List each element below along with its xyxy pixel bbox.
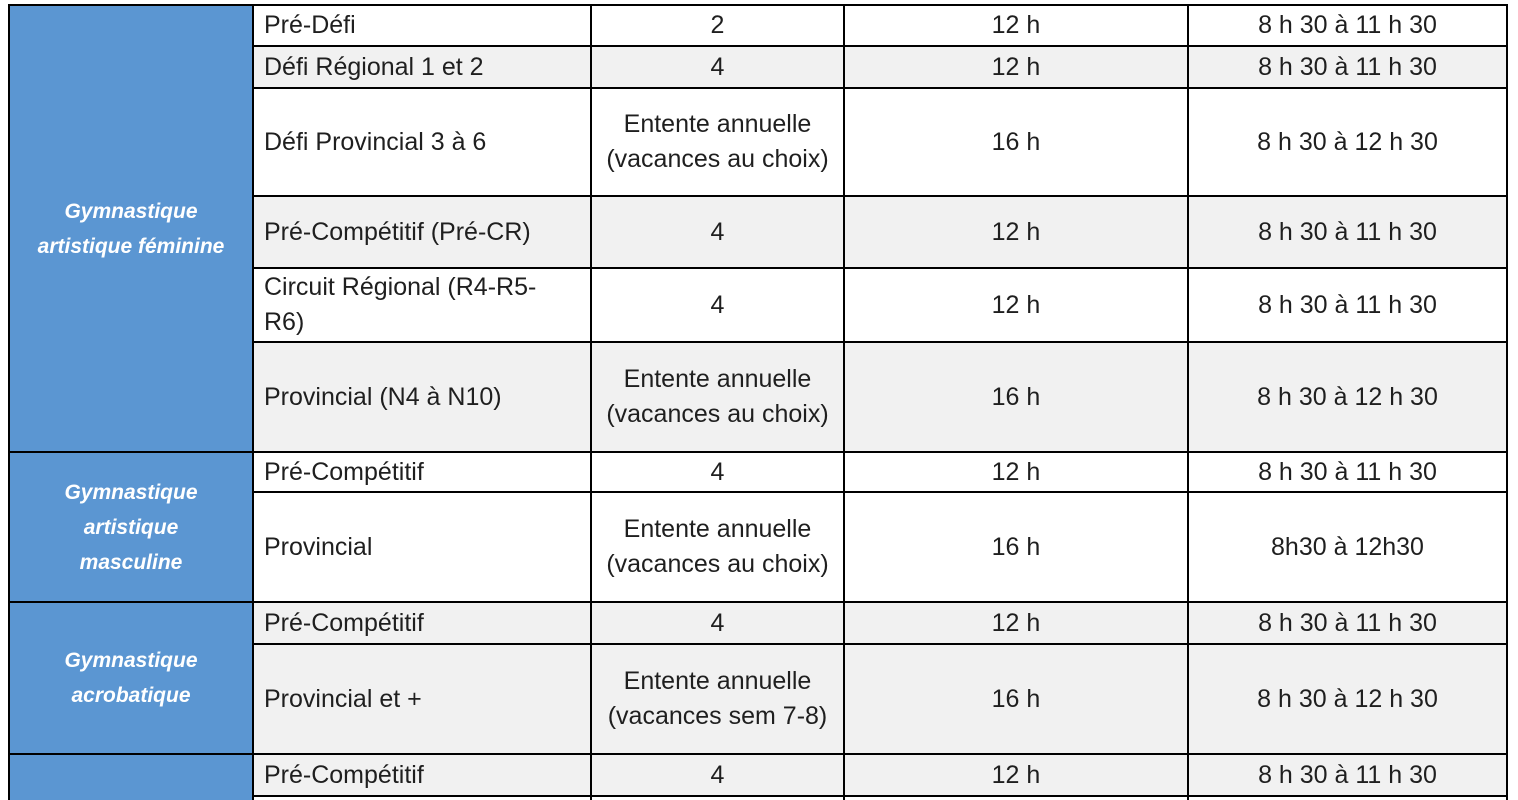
category-label-feminine: Gymnastique artistique féminine xyxy=(37,199,225,258)
sessions-text: 2 xyxy=(710,11,725,39)
schedule-text: 8 h 30 à 11 h 30 xyxy=(1258,11,1437,39)
level-text: Pré-Compétitif xyxy=(264,760,424,789)
sessions-text: 4 xyxy=(710,290,725,319)
category-label-acrobatique: Gymnastique acrobatique xyxy=(64,649,198,707)
table-row-sessions xyxy=(590,795,845,800)
category-cell-feminine xyxy=(8,4,254,453)
sessions-text: 4 xyxy=(710,52,725,81)
schedule-text: 8 h 30 à 11 h 30 xyxy=(1258,290,1437,319)
level-text: Provincial et + xyxy=(264,684,422,713)
sessions-text: Entente annuelle (vacances sem 7-8) xyxy=(607,667,828,730)
schedule-text: 8 h 30 à 11 h 30 xyxy=(1258,457,1437,486)
table-row-hours xyxy=(843,195,1189,269)
level-text: Défi Provincial 3 à 6 xyxy=(264,127,487,156)
table-row-level xyxy=(252,267,592,343)
hours-text: 12 h xyxy=(991,608,1041,637)
level-text: Provincial xyxy=(264,532,373,561)
sessions-text: 4 xyxy=(710,608,725,637)
table-row-hours xyxy=(843,643,1189,755)
hours-text: 16 h xyxy=(991,382,1041,411)
sessions-text: Entente annuelle (vacances au choix) xyxy=(606,365,829,428)
table-row-hours xyxy=(843,601,1189,645)
table-row-hours xyxy=(843,491,1189,603)
table-row-schedule xyxy=(1187,643,1508,755)
hours-text: 12 h xyxy=(991,52,1041,81)
level-text: Pré-Compétitif xyxy=(264,608,424,637)
table-row-level xyxy=(252,753,592,797)
hours-text: 12 h xyxy=(991,290,1041,319)
table-row-hours xyxy=(843,267,1189,343)
table-row-level xyxy=(252,87,592,197)
sessions-text: 4 xyxy=(710,760,725,789)
table-row-sessions xyxy=(590,341,845,453)
table-row-sessions xyxy=(590,753,845,797)
category-label-masculine: Gymnastique artistique masculine xyxy=(64,480,198,574)
table-row-schedule xyxy=(1187,267,1508,343)
level-text: Défi Régional 1 et 2 xyxy=(264,52,484,81)
table-row-hours xyxy=(843,341,1189,453)
hours-text: 16 h xyxy=(991,127,1041,156)
table-row-level xyxy=(252,45,592,89)
table-row-schedule xyxy=(1187,87,1508,197)
table-row-sessions xyxy=(590,4,845,47)
table-row-hours xyxy=(843,4,1189,47)
table-row-level xyxy=(252,601,592,645)
hours-text: 16 h xyxy=(991,684,1041,713)
table-row-hours xyxy=(843,87,1189,197)
table-row-sessions xyxy=(590,451,845,493)
table-row-level xyxy=(252,4,592,47)
schedule-text: 8h30 à 12h30 xyxy=(1271,532,1424,561)
table-row-hours xyxy=(843,795,1189,800)
schedule-text: 8 h 30 à 11 h 30 xyxy=(1258,608,1437,637)
sessions-text: 4 xyxy=(710,217,725,246)
table-row-schedule xyxy=(1187,45,1508,89)
table-row-sessions xyxy=(590,643,845,755)
level-text: Pré-Défi xyxy=(264,11,356,39)
hours-text: 12 h xyxy=(991,11,1041,39)
table-row-schedule xyxy=(1187,341,1508,453)
table-row-level xyxy=(252,491,592,603)
category-cell-next xyxy=(8,753,254,800)
schedule-text: 8 h 30 à 12 h 30 xyxy=(1257,127,1438,156)
table-row-hours xyxy=(843,451,1189,493)
table-row-schedule xyxy=(1187,795,1508,800)
table-row-schedule xyxy=(1187,491,1508,603)
level-text: Provincial (N4 à N10) xyxy=(264,382,502,411)
sessions-text: 4 xyxy=(710,457,725,486)
table-row-hours xyxy=(843,753,1189,797)
category-cell-masculine xyxy=(8,451,254,603)
table-row-schedule xyxy=(1187,451,1508,493)
level-text: Pré-Compétitif (Pré-CR) xyxy=(264,217,531,246)
level-text: Circuit Régional (R4-R5-R6) xyxy=(264,273,537,336)
table-row-hours xyxy=(843,45,1189,89)
hours-text: 12 h xyxy=(991,217,1041,246)
schedule-text: 8 h 30 à 11 h 30 xyxy=(1258,52,1437,81)
hours-text: 16 h xyxy=(991,532,1041,561)
table-row-sessions xyxy=(590,267,845,343)
level-text: Pré-Compétitif xyxy=(264,457,424,486)
table-row-schedule xyxy=(1187,195,1508,269)
sessions-text: Entente annuelle (vacances au choix) xyxy=(606,110,829,173)
schedule-text: 8 h 30 à 12 h 30 xyxy=(1257,684,1438,713)
table-row-schedule xyxy=(1187,4,1508,47)
table-row-sessions xyxy=(590,601,845,645)
table-row-level xyxy=(252,795,592,800)
table-row-sessions xyxy=(590,491,845,603)
table-row-sessions xyxy=(590,45,845,89)
table-row-level xyxy=(252,451,592,493)
table-row-sessions xyxy=(590,195,845,269)
table-row-level xyxy=(252,195,592,269)
schedule-text: 8 h 30 à 11 h 30 xyxy=(1258,217,1437,246)
category-cell-acrobatique xyxy=(8,601,254,755)
table-row-schedule xyxy=(1187,753,1508,797)
table-row-sessions xyxy=(590,87,845,197)
table-row-level xyxy=(252,643,592,755)
hours-text: 12 h xyxy=(991,760,1041,789)
schedule-text: 8 h 30 à 11 h 30 xyxy=(1258,760,1437,789)
schedule-text: 8 h 30 à 12 h 30 xyxy=(1257,382,1438,411)
sessions-text: Entente annuelle (vacances au choix) xyxy=(606,515,829,578)
table-row-level xyxy=(252,341,592,453)
table-row-schedule xyxy=(1187,601,1508,645)
hours-text: 12 h xyxy=(991,457,1041,486)
